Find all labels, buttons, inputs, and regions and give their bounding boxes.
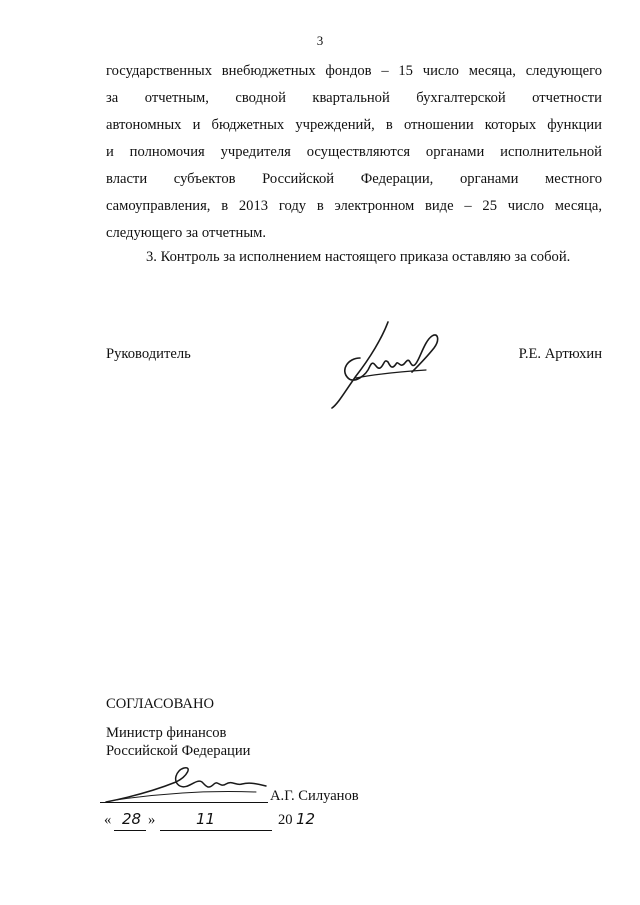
approval-date [104, 812, 364, 836]
approver-position-line: Министр финансов [106, 725, 227, 741]
date-month-underline [160, 830, 272, 831]
item-3: 3. Контроль за исполнением настоящего приказа оставляю за собой. [146, 249, 571, 265]
handwritten-signature-icon [326, 318, 446, 410]
paragraph-line: самоуправления, в 2013 году в электронном виде – 25 число месяца, [106, 198, 602, 214]
date-month: 11 [196, 810, 216, 828]
signature-line [100, 802, 268, 803]
signer-role: Руководитель [106, 346, 191, 362]
approver-signature-icon [96, 760, 276, 806]
signer-name: Р.Е. Артюхин [518, 346, 602, 362]
paragraph-line: за отчетным, сводной квартальной бухгалтерской отчетности [106, 90, 602, 106]
approver-position [106, 724, 251, 760]
page-number: 3 [316, 33, 324, 48]
paragraph-line: следующего за отчетным. [106, 225, 267, 241]
paragraph-line: власти субъектов Российской Федерации, органами местного [106, 171, 602, 187]
paragraph-line: автономных и бюджетных учреждений, в отношении которых функции [106, 117, 602, 133]
date-year-prefix: 20 [278, 812, 293, 828]
approval-heading: СОГЛАСОВАНО [106, 696, 215, 712]
paragraph-line: и полномочия учредителя осуществляются органами исполнительной [106, 144, 602, 160]
date-day: 28 [122, 810, 142, 828]
date-open-quote: « [104, 812, 112, 828]
date-day-underline [114, 830, 146, 831]
date-year-suffix: 12 [296, 810, 316, 828]
date-close-quote: » [148, 812, 156, 828]
approver-position-line: Российской Федерации [106, 743, 251, 759]
paragraph-continuation [106, 58, 602, 247]
approver-name: А.Г. Силуанов [270, 788, 359, 804]
paragraph-line: государственных внебюджетных фондов – 15 число месяца, следующего [106, 63, 602, 79]
